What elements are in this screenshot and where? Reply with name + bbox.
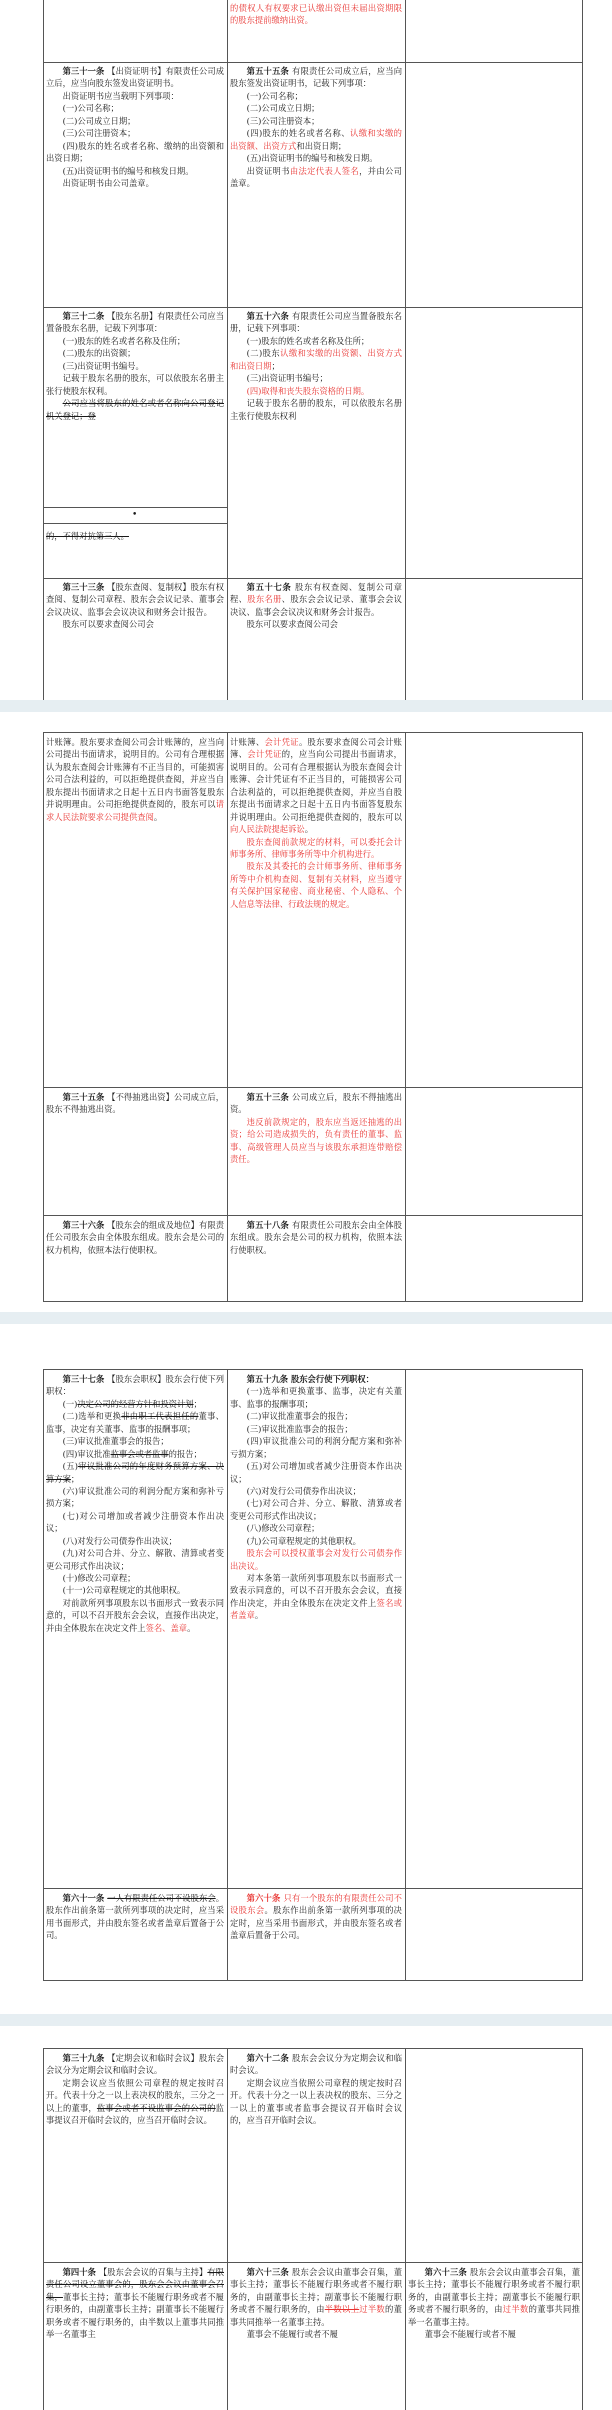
text-run: 对前款所列事项股东以书面形式一致表示同意的，可以不召开股东会会议，直接作出决定，并由全体股东在决定文件上 xyxy=(46,1597,224,1633)
text-run: 。股东作出前条第一款所列事项的决定时，应当采用书面形式，并由股东签名或者盖章后置备于公司。 xyxy=(46,1893,224,1941)
marked-text: 认缴和实缴的出资额、出资方式 xyxy=(230,128,402,151)
text-run: 记载于股东名册的股东，可以依股东名册主张行使股东权利 xyxy=(230,398,402,421)
text-run: (七)对公司合并、分立、解散、清算或者变更公司形式作出决议； xyxy=(230,1498,402,1521)
article-heading: 第三十九条 xyxy=(62,2053,108,2063)
text-run: (四)股东的姓名或者名称、 xyxy=(246,128,351,139)
text-run: 股东可以要求查阅公司会 xyxy=(246,619,338,630)
text-run: 。股东作出前条第一款所列事项的决定时，应当采用书面形式，并由股东签名或者盖章后置备于公司。 xyxy=(230,1905,402,1941)
article-heading: 第三十六条 xyxy=(62,1220,108,1230)
text-run: 股东可以要求查阅公司会 xyxy=(62,619,154,630)
article-heading: 第六十三条 xyxy=(246,2267,293,2277)
paragraph xyxy=(230,2077,402,2127)
text-run: 定期会议应当依照公司章程的规定按时召开。代表十分之一以上表决权的股东，三分之一以上的董事， xyxy=(46,2077,224,2113)
paragraph xyxy=(230,2052,402,2077)
text-run: 【股东会会议的召集与主持】 xyxy=(98,2267,208,2277)
text-run: ； xyxy=(193,1398,202,1409)
article-heading: 第五十七条 xyxy=(246,582,296,592)
text-run: 对本条第一款所列事项股东以书面形式一致表示同意的，可以不召开股东会会议，直接作出决定，并由全体股东在决定文件上 xyxy=(230,1573,402,1608)
text-run: 出资证明书 xyxy=(246,165,290,176)
paragraph xyxy=(46,1091,224,1116)
text-run: 的，应当向公司提出书面请求，说明目的。公司有合理根据认为股东查阅会计账簿、会计凭证有不正当目的，可能损害公司合法利益的，可以拒绝提供查阅，并应当自股东提出书面请求之日起十五日内书面答复股东并说明理由。公司拒绝提供查阅的，股东可以 xyxy=(230,749,402,822)
paragraph xyxy=(46,2077,224,2127)
marked-text: 股东及其委托的会计师事务所、律师事务所等中介机构查阅、复制有关材料，应当遵守有关保护国家秘密、商业秘密、个人隐私、个人信息等法律、行政法规的规定。 xyxy=(230,861,402,909)
article-33-old-continued xyxy=(43,736,227,1056)
text-run: (五)出资证明书的编号和核发日期。 xyxy=(246,153,378,164)
paragraph xyxy=(46,581,224,618)
paragraph xyxy=(46,1485,224,1510)
text-run: (三)公司注册资本； xyxy=(62,128,136,139)
marked-text: 股东会可以授权董事会对发行公司债券作出决议。 xyxy=(230,1548,402,1571)
text-run: (二)公司成立日期； xyxy=(246,103,320,114)
text-run: 出资证明书由公司盖章。 xyxy=(62,177,154,188)
text-run: 【股东会的组成及地位】有限责任公司股东会由全体股东组成。股东会是公司的权力机构，依照本法行使职权。 xyxy=(46,1220,224,1255)
paragraph xyxy=(46,127,224,139)
paragraph xyxy=(408,2328,580,2340)
text-run: 和出资日期； xyxy=(296,140,347,151)
paragraph xyxy=(230,385,402,397)
text-run: 董事会不能履行或者不履 xyxy=(246,2329,338,2340)
paragraph xyxy=(230,2266,402,2328)
text-run: (四)股东的姓名或者名称、缴纳的出资额和出资日期； xyxy=(46,140,224,164)
paragraph xyxy=(230,152,402,164)
paragraph xyxy=(230,1219,402,1256)
text-run: (六)对发行公司债券作出决议； xyxy=(246,1485,361,1496)
text-run: 股东会会议由董事会召集，董事长主持；董事长不能履行职务或者不履行职务的，由副董事长主持；副董事长不能履行职务或者不履行职务的，由 xyxy=(230,2267,402,2315)
article-62-new xyxy=(227,2052,405,2232)
paragraph xyxy=(46,1460,224,1485)
paragraph xyxy=(230,1116,402,1166)
paragraph xyxy=(230,581,402,618)
paragraph xyxy=(230,1535,402,1547)
text-run: (八)对发行公司债券作出决议； xyxy=(62,1535,177,1546)
paragraph xyxy=(230,115,402,127)
marked-text: 向人民法院提起诉讼 xyxy=(230,824,305,835)
text-run: (三)审议批准董事会的报告； xyxy=(62,1436,169,1447)
text-run: 【股东查阅、复制权】股东有权查阅、复制公司章程、股东会会议记录、董事会会议决议、监事会会议决议和财务会计报告。 xyxy=(46,582,224,617)
paragraph xyxy=(46,1510,224,1535)
paragraph xyxy=(230,372,402,384)
article-39-old xyxy=(43,2052,227,2232)
article-57-new-continued xyxy=(227,736,405,1096)
article-36-old xyxy=(43,1219,227,1299)
text-run: (九)公司章程规定的其他职权。 xyxy=(246,1535,361,1546)
text-run: (二)选举和更换 xyxy=(62,1411,122,1422)
article-heading: 第五十九条 股东会行使下列职权： xyxy=(246,1374,374,1384)
text-run: (一)公司名称； xyxy=(246,90,303,101)
paragraph xyxy=(230,1373,402,1385)
paragraph xyxy=(230,335,402,347)
text-run: ，并由公司盖章。 xyxy=(230,165,402,188)
text-run: (七)对公司增加或者减少注册资本作出决议； xyxy=(46,1510,224,1534)
text-run: 有限责任公司应当置备股东名册，记载下列事项： xyxy=(230,311,402,334)
text-run: 董事会不能履行或者不履 xyxy=(424,2329,516,2340)
marked-text: 过半数 xyxy=(502,2304,529,2315)
marked-text: 的债权人有权要求已认缴出资但未届出资期限的股东提前缴纳出资。 xyxy=(230,3,402,26)
paragraph xyxy=(46,177,224,189)
text-run: (一)股东的姓名或者名称及住所； xyxy=(246,335,370,346)
text-run: (三)出资证明书编号； xyxy=(246,373,328,384)
article-heading: 第六十三条 xyxy=(424,2267,471,2277)
paragraph xyxy=(46,1398,224,1410)
marked-text: 签名或者盖章 xyxy=(230,1597,402,1621)
article-58-new xyxy=(227,1219,405,1299)
marked-text: 会计凭证 xyxy=(264,737,299,747)
marked-text: (四)取得和丧失股东资格的日期。 xyxy=(246,385,370,396)
paragraph xyxy=(46,397,224,422)
paragraph xyxy=(230,1410,402,1422)
text-run: (一)股东的姓名或者名称及住所； xyxy=(62,335,186,346)
article-31-old xyxy=(43,65,227,305)
paragraph xyxy=(46,1597,224,1634)
paragraph xyxy=(230,1892,402,1942)
text-run: 。 xyxy=(187,1622,196,1633)
paragraph xyxy=(46,1219,224,1256)
text-run: (五)出资证明书的编号和核发日期。 xyxy=(62,165,194,176)
paragraph xyxy=(46,347,224,359)
page-3 xyxy=(0,1324,612,2014)
article-heading: 第六十一条 xyxy=(62,1893,108,1903)
article-37-old xyxy=(43,1373,227,1873)
text-run: 有限责任公司成立后，应当向股东签发出资证明书，记载下列事项： xyxy=(230,66,402,89)
paragraph xyxy=(46,1892,224,1942)
paragraph xyxy=(230,165,402,190)
article-35-old xyxy=(43,1091,227,1191)
paragraph xyxy=(46,372,224,397)
article-61-old xyxy=(43,1892,227,1978)
text-run: (二)审议批准董事会的报告； xyxy=(246,1411,353,1422)
text-run: (五)对公司增加或者减少注册资本作出决议； xyxy=(230,1461,402,1484)
paragraph xyxy=(230,2,402,27)
article-32-old xyxy=(43,310,227,474)
paragraph xyxy=(46,115,224,127)
article-heading: 第六十二条 xyxy=(246,2053,293,2063)
marked-text: 过半数 xyxy=(359,2304,386,2315)
article-56-new xyxy=(227,310,405,530)
text-run: 【定期会议和临时会议】股东会会议分为定期会议和临时会议。 xyxy=(46,2053,224,2076)
article-heading: 第五十八条 xyxy=(246,1220,293,1230)
cell-new-continued xyxy=(227,2,405,58)
text-run: (三)公司注册资本； xyxy=(246,115,320,126)
page-2 xyxy=(0,712,612,1312)
paragraph xyxy=(46,335,224,347)
article-63-new xyxy=(227,2266,405,2410)
article-59-new xyxy=(227,1373,405,1873)
paragraph xyxy=(46,1448,224,1460)
paragraph xyxy=(230,1497,402,1522)
text-run: 股东会会议分为定期会议和临时会议。 xyxy=(230,2053,402,2076)
article-53-new xyxy=(227,1091,405,1211)
paragraph xyxy=(230,618,402,630)
text-run: (八)修改公司章程； xyxy=(246,1523,320,1534)
text-run: 【出资证明书】有限责任公司成立后，应当向股东签发出资证明书。 xyxy=(46,66,224,89)
text-run: 定期会议应当依照公司章程的规定按时召开。代表十分之一以上表决权的股东、三分之一以上的董事或者监事会提议召开临时会议的，应当召开临时会议。 xyxy=(230,2077,402,2126)
paragraph xyxy=(230,90,402,102)
article-60-new xyxy=(227,1892,405,1978)
text-run: (十一)公司章程规定的其他职权。 xyxy=(62,1585,186,1596)
paragraph xyxy=(230,1547,402,1572)
text-run: 股东会会议由董事会召集，董事长主持；董事长不能履行职务或者不履行职务的，由副董事长主持；副董事长不能履行职务或者不履行职务的，由 xyxy=(408,2267,580,2315)
text-run: 【股东会职权】股东会行使下列职权： xyxy=(46,1374,224,1397)
paragraph xyxy=(46,1584,224,1596)
paragraph xyxy=(46,1435,224,1447)
marked-text: 审议批准公司的年度财务预算方案、决算方案 xyxy=(46,1461,224,1484)
article-heading: 第三十三条 xyxy=(62,582,108,592)
text-run: 计账簿、 xyxy=(230,737,265,747)
text-run: 。股东要求查阅公司会计账簿、 xyxy=(230,737,402,760)
paragraph xyxy=(46,736,224,823)
article-40-old xyxy=(43,2266,227,2410)
text-run: 的报告； xyxy=(168,1448,202,1459)
text-run: 董事长主持；董事长不能履行职务或者不履行职务的，由副董事长主持；副董事长不能履行职务或者不履行职务的，由半数以上董事共同推举一名董事主 xyxy=(46,2291,224,2340)
article-63-final xyxy=(405,2266,583,2410)
paragraph xyxy=(46,1572,224,1584)
marked-text: 监事会或者不设监事会的公司的 xyxy=(96,2102,216,2113)
text-run: 公司成立后，股东不得抽逃出资。 xyxy=(230,1092,402,1115)
marked-text: 违反前款规定的，股东应当返还抽逃的出资；给公司造成损失的，负有责任的董事、监事、高级管理人员应当与该股东承担连带赔偿责任。 xyxy=(230,1116,402,1165)
marked-text: 股东名册 xyxy=(247,594,282,605)
paragraph xyxy=(230,102,402,114)
paragraph xyxy=(46,102,224,114)
paragraph xyxy=(46,90,224,102)
paragraph xyxy=(230,836,402,861)
marked-text: 公司应当将股东的姓名或者名称向公司登记机关登记；登 xyxy=(46,398,224,421)
article-heading: 第三十七条 xyxy=(62,1374,108,1384)
text-run: (二)公司成立日期； xyxy=(62,115,136,126)
article-57-new xyxy=(227,581,405,697)
paragraph xyxy=(46,1373,224,1398)
text-run: (一)公司名称； xyxy=(62,103,119,114)
marked-text: 有限责任公司设立董事会的，股东会会议由董事会召集， xyxy=(46,2267,224,2302)
article-55-new xyxy=(227,65,405,305)
marked-text: 监事会或者监事 xyxy=(110,1448,169,1459)
paragraph xyxy=(408,2266,580,2328)
text-run: 有限责任公司股东会由全体股东组成。股东会是公司的权力机构，依照本法行使职权。 xyxy=(230,1220,402,1255)
article-heading: 第三十一条 xyxy=(62,66,108,76)
paragraph xyxy=(46,2266,224,2341)
text-run: 【股东名册】有限责任公司应当置备股东名册，记载下列事项： xyxy=(46,311,224,334)
paragraph xyxy=(46,65,224,90)
marked-text: 半数以上 xyxy=(324,2304,360,2315)
marked-text: 非由职工代表担任的 xyxy=(121,1411,199,1422)
paragraph xyxy=(230,1522,402,1534)
marked-text: 请求人民法院要求公司提供查阅 xyxy=(46,799,224,822)
text-run: 记载于股东名册的股东，可以依股东名册主张行使股东权利。 xyxy=(46,373,224,396)
text-run: (十)修改公司章程； xyxy=(62,1573,136,1583)
paragraph xyxy=(230,860,402,910)
marked-text: 决定公司的经营方针和投资计划 xyxy=(77,1398,194,1409)
text-run: (六)审议批准公司的利润分配方案和弥补亏损方案； xyxy=(46,1485,224,1509)
paragraph xyxy=(230,1435,402,1460)
text-run: 。 xyxy=(153,811,163,822)
text-run: ； xyxy=(271,360,280,371)
text-run: (三)出资证明书编号。 xyxy=(62,360,144,371)
paragraph xyxy=(230,65,402,90)
marked-text: 会计凭证 xyxy=(247,749,282,760)
text-run: (三)审议批准监事会的报告； xyxy=(246,1423,353,1434)
text-run: (一) xyxy=(62,1398,78,1409)
text-run: 的董事共同推举一名董事主持。 xyxy=(230,2304,402,2327)
text-run: 的董事共同推举一名董事主持。 xyxy=(408,2304,580,2327)
paragraph xyxy=(46,310,224,335)
page-1 xyxy=(0,0,612,700)
marked-text: 一人有限责任公司不设股东会 xyxy=(107,1893,216,1903)
article-heading: 第五十六条 xyxy=(246,311,293,321)
paragraph xyxy=(230,1385,402,1410)
paragraph xyxy=(230,347,402,372)
text-run: ； xyxy=(70,1473,80,1484)
text-run: 。 xyxy=(304,824,313,835)
paragraph xyxy=(46,1547,224,1572)
text-run: (二)股东的出资额； xyxy=(62,348,136,359)
text-run: 、股东会会议记录、董事会会议决议、监事会会议决议和财务会计报告。 xyxy=(230,594,402,617)
cell-old-continued xyxy=(43,2,227,58)
paragraph xyxy=(230,397,402,422)
paragraph xyxy=(46,618,224,630)
marked-text: 认缴和实缴的出资额、出资方式和出资日期 xyxy=(230,348,402,371)
paragraph xyxy=(230,127,402,152)
marked-text: 只有一个股东的有限责任公司不设股东会 xyxy=(230,1893,402,1916)
article-heading: 第三十五条 xyxy=(62,1092,108,1102)
article-heading: 第六十条 xyxy=(246,1893,284,1903)
paragraph xyxy=(230,310,402,335)
text-run: (四)审议批准公司的利润分配方案和弥补亏损方案； xyxy=(230,1436,402,1459)
paragraph xyxy=(46,165,224,177)
text-run: (五) xyxy=(62,1461,78,1472)
struck-fragment: 的，不得对抗第三人。 xyxy=(46,531,129,541)
text-run: 计账簿。股东要求查阅公司会计账簿的，应当向公司提出书面请求，说明目的。公司有合理根据认为股东查阅会计账簿有不正当目的，可能损害公司合法利益的，可以拒绝提供查阅，并应当自股东提出书面请求之日起十五日内书面答复股东并说明理由。公司拒绝提供查阅的，股东可以 xyxy=(46,737,224,810)
text-run: (九)对公司合并、分立、解散、清算或者变更公司形式作出决议； xyxy=(46,1548,224,1571)
paragraph xyxy=(230,1485,402,1497)
paragraph xyxy=(46,140,224,165)
marked-text: 由法定代表人签名 xyxy=(289,165,360,176)
article-33-old xyxy=(43,581,227,697)
paragraph xyxy=(230,2328,402,2340)
article-heading: 第四十条 xyxy=(62,2267,99,2277)
text-run: (四)审议批准 xyxy=(62,1448,111,1459)
text-run: (二)股东 xyxy=(246,348,281,359)
text-run: 出资证明书应当载明下列事项： xyxy=(62,90,179,101)
article-heading: 第五十五条 xyxy=(246,66,293,76)
paragraph xyxy=(46,360,224,372)
paragraph xyxy=(46,1410,224,1435)
article-heading: 第五十三条 xyxy=(246,1092,293,1102)
marked-text: 签名、盖章 xyxy=(145,1622,188,1633)
paragraph xyxy=(230,1572,402,1622)
marked-text: 股东查阅前款规定的材料，可以委托会计师事务所、律师事务所等中介机构进行。 xyxy=(230,836,402,859)
page-4 xyxy=(0,2026,612,2410)
page-break-dot: • xyxy=(132,510,138,520)
paragraph xyxy=(230,1460,402,1485)
paragraph xyxy=(46,2052,224,2077)
article-heading: 第三十二条 xyxy=(62,311,108,321)
text-run: 董事、监事，决定有关董事、监事的报酬事项； xyxy=(46,1411,224,1434)
paragraph xyxy=(230,1423,402,1435)
paragraph xyxy=(230,1091,402,1116)
text-run: (一)选举和更换董事、监事，决定有关董事、监事的报酬事项； xyxy=(230,1386,402,1409)
article-32-old-fragment xyxy=(43,530,227,548)
text-run: 。 xyxy=(254,1610,264,1621)
text-run: 监事提议召开临时会议的，应当召开临时会议。 xyxy=(46,2102,224,2126)
paragraph xyxy=(46,1535,224,1547)
text-run: 股东有权查阅、复制公司章程、 xyxy=(230,582,402,605)
text-run: 【不得抽逃出资】公司成立后，股东不得抽逃出资。 xyxy=(46,1092,224,1115)
paragraph xyxy=(230,736,402,836)
